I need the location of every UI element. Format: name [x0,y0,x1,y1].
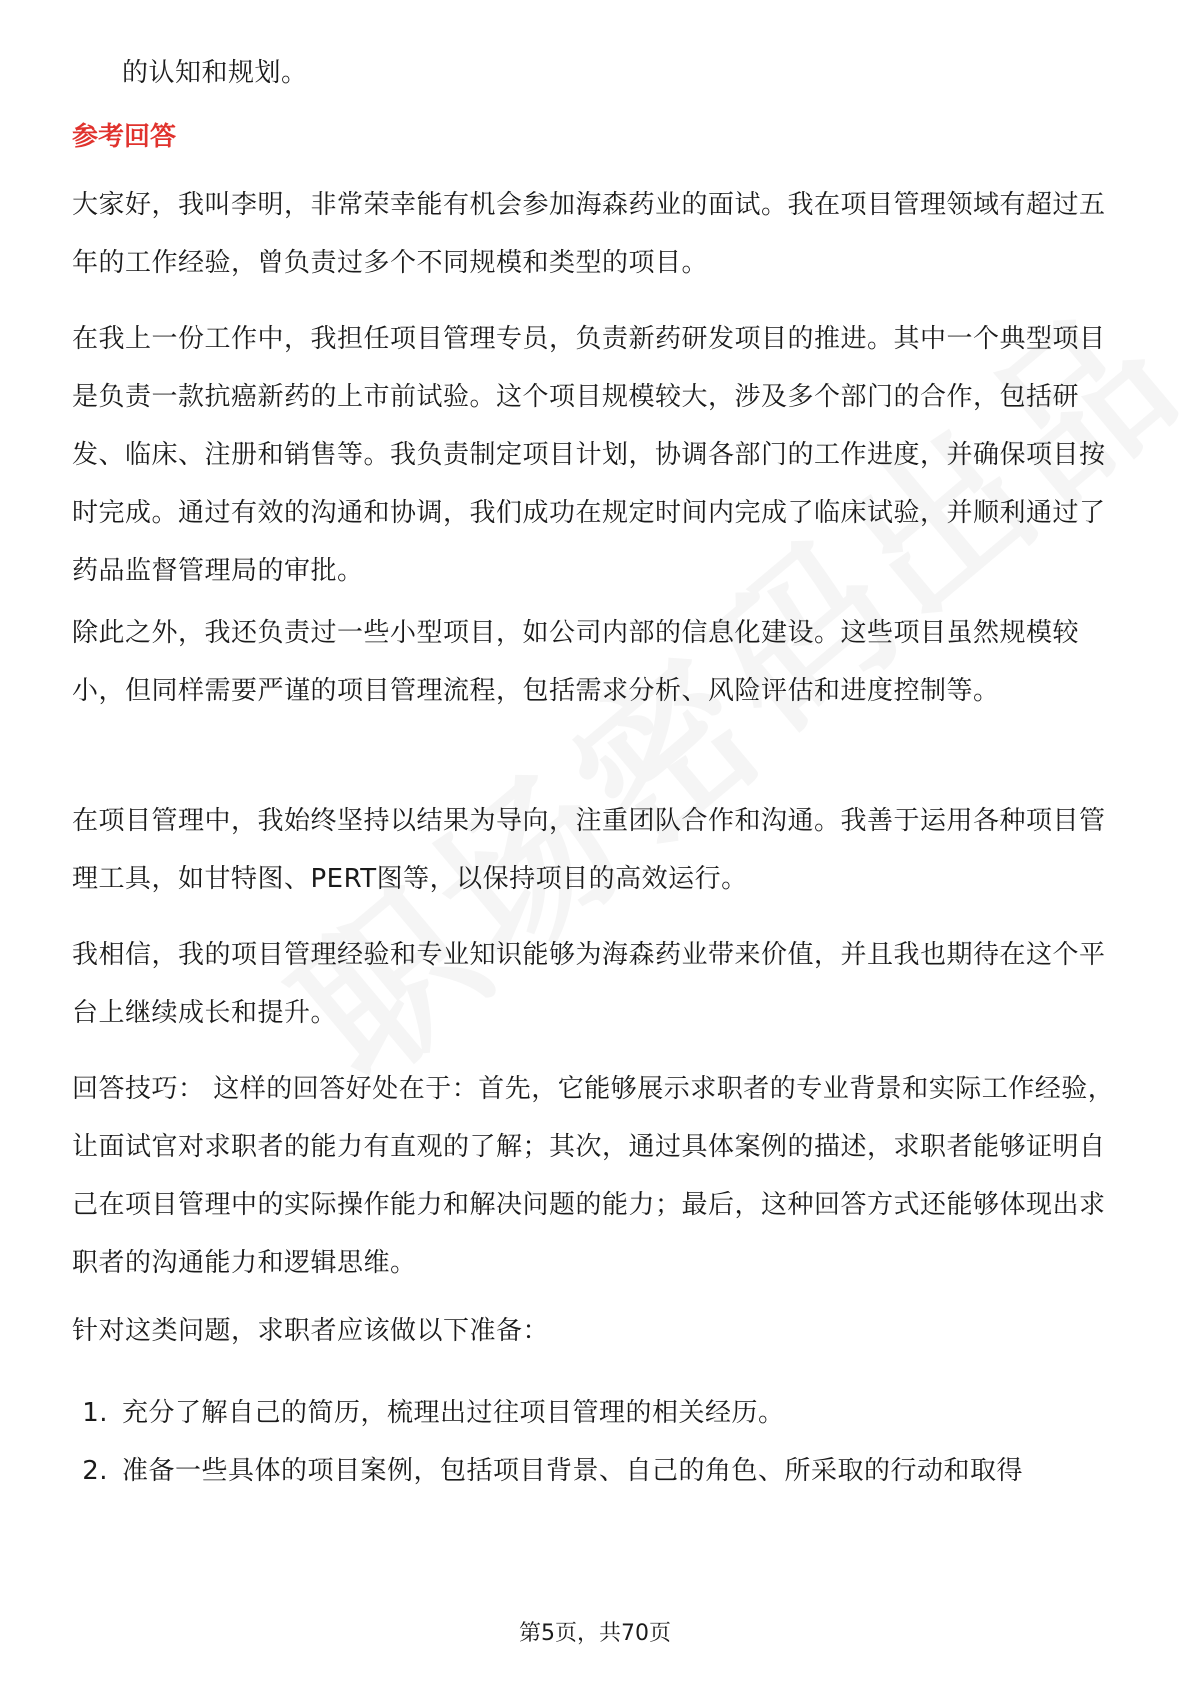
paragraph-intro [72,176,1122,292]
paragraph-text: 我相信，我的项目管理经验和专业知识能够为海森药业带来价值，并且我也期待在这个平台上继续成长和提升。 [72,940,1106,1028]
section-heading: 参考回答 [72,122,177,152]
paragraph-text: 在我上一份工作中，我担任项目管理专员，负责新药研发项目的推进。其中一个典型项目是负责一款抗癌新药的上市前试验。这个项目规模较大，涉及多个部门的合作，包括研发、临床、注册和销售等。我负责制定项目计划，协调各部门的工作进度，并确保项目按时完成。通过有效的沟通和协调，我们成功在规定时间内完成了临床试验，并顺利通过了药品监督管理局的审批。 [72,324,1106,586]
list-text: 准备一些具体的项目案例，包括项目背景、自己的角色、所采取的行动和取得 [122,1456,1024,1486]
paragraph-experience [72,310,1122,600]
page-footer: 第5页，共70页 [519,1621,671,1646]
paragraph-tips [72,1060,1122,1292]
list-number: 2. [82,1456,108,1486]
list-item [72,1384,1122,1442]
paragraph-closing [72,926,1122,1042]
paragraph-approach [72,792,1122,908]
paragraph-text: 回答技巧： 这样的回答好处在于：首先，它能够展示求职者的专业背景和实际工作经验，让面试官对求职者的能力有直观的了解；其次，通过具体案例的描述，求职者能够证明自己在项目管理中的实际操作能力和解决问题的能力；最后，这种回答方式还能够体现出求职者的沟通能力和逻辑思维。 [72,1074,1115,1278]
list-number: 1. [82,1398,108,1428]
paragraph-text: 针对这类问题，求职者应该做以下准备： [72,1316,550,1346]
paragraph-small-projects [72,604,1122,720]
list-item [72,1442,1122,1500]
list-text: 充分了解自己的简历，梳理出过往项目管理的相关经历。 [122,1398,785,1428]
paragraph-preparation [72,1302,1122,1360]
preparation-list [72,1384,1122,1500]
paragraph-text: 在项目管理中，我始终坚持以结果为导向，注重团队合作和沟通。我善于运用各种项目管理工具，如甘特图、PERT图等，以保持项目的高效运行。 [72,806,1106,894]
paragraph-text: 大家好，我叫李明，非常荣幸能有机会参加海森药业的面试。我在项目管理领域有超过五年的工作经验，曾负责过多个不同规模和类型的项目。 [72,190,1106,278]
paragraph-text: 除此之外，我还负责过一些小型项目，如公司内部的信息化建设。这些项目虽然规模较小，但同样需要严谨的项目管理流程，包括需求分析、风险评估和进度控制等。 [72,618,1080,706]
continuation-text: 的认知和规划。 [122,58,308,88]
